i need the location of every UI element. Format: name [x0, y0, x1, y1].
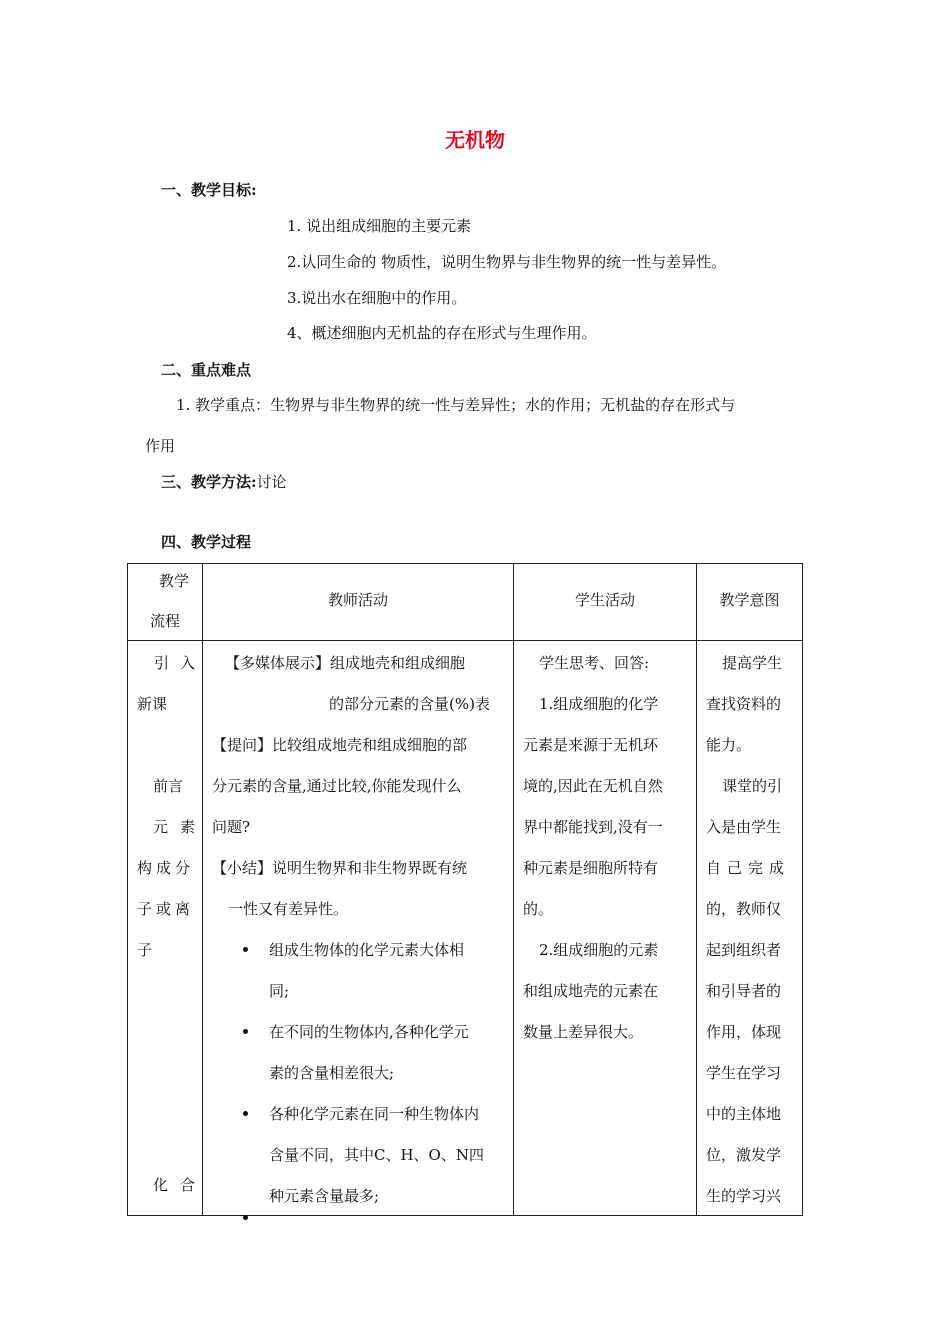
student-line-3: 元素是来源于无机环 — [523, 736, 659, 754]
flow-line-ziorli: 子或离 — [137, 900, 195, 918]
table-row — [128, 641, 803, 1216]
flow-line-gouchengfen: 构成分 — [137, 859, 195, 877]
flow-intro-line-2: 新课 — [137, 695, 168, 713]
header-student — [514, 564, 697, 641]
bullet-dot — [243, 947, 248, 952]
intent-line-6: 自己完成 — [706, 859, 791, 877]
header-flow-line-1: 教学 — [159, 572, 190, 590]
flow-elem-b: 素 — [180, 818, 196, 836]
student-line-6: 种元素是细胞所特有 — [523, 859, 659, 877]
intent-line-8: 起到组织者 — [706, 941, 782, 959]
teacher-line-3: 【提问】比较组成地壳和组成细胞的部 — [212, 736, 468, 754]
flow-intro-a: 引 — [154, 654, 170, 672]
flow-he: 合 — [180, 1176, 196, 1194]
intent-line-3: 能力。 — [706, 736, 752, 754]
student-line-2: 1.组成细胞的化学 — [539, 695, 659, 713]
flow-preface: 前言 — [153, 777, 184, 795]
student-line-9: 和组成地壳的元素在 — [523, 982, 659, 1000]
flow-cell — [128, 641, 203, 1216]
header-intent-label: 教学意图 — [719, 591, 780, 609]
intent-line-14: 生的学习兴 — [706, 1187, 782, 1205]
teacher-line-1: 【多媒体展示】组成地壳和组成细胞 — [225, 654, 466, 672]
student-cell — [514, 641, 697, 1216]
header-flow-line-2: 流程 — [150, 612, 181, 630]
intent-cell — [697, 641, 803, 1216]
process-heading: 四、教学过程 — [161, 533, 252, 551]
teacher-line-4: 分元素的含量,通过比较,你能发现什么 — [212, 777, 462, 795]
teacher-bullet-2-line-2: 素的含量相差很大; — [269, 1064, 395, 1082]
key-points-line-2: 作用 — [145, 437, 176, 455]
bullet-dot — [243, 1029, 248, 1034]
page-title: 无机物 — [445, 128, 505, 152]
header-student-label: 学生活动 — [574, 591, 635, 609]
student-line-4: 境的,因此在无机自然 — [523, 777, 663, 795]
teacher-bullet-3-line-3: 种元素含量最多; — [269, 1187, 380, 1205]
process-table — [127, 563, 803, 1216]
teacher-bullet-3-line-1: 各种化学元素在同一种生物体内 — [269, 1105, 480, 1123]
method-value: 讨论 — [256, 473, 287, 491]
key-points-line-1: 1. 教学重点：生物界与非生物界的统一性与差异性；水的作用；无机盐的存在形式与 — [176, 396, 736, 414]
flow-intro-b: 入 — [180, 654, 196, 672]
teacher-bullet-1-line-1: 组成生物体的化学元素大体相 — [269, 941, 465, 959]
goals-heading: 一、教学目标: — [161, 181, 257, 199]
table-header-row — [128, 564, 803, 641]
intent-line-1: 提高学生 — [722, 654, 783, 672]
intent-line-13: 位，激发学 — [706, 1146, 782, 1164]
teacher-bullet-3-line-2: 含量不同，其中C、H、O、N四 — [269, 1146, 484, 1164]
student-line-5: 界中都能找到,没有一 — [523, 818, 663, 836]
intent-line-5: 入是由学生 — [706, 818, 782, 836]
header-intent — [697, 564, 803, 641]
teacher-line-6: 【小结】说明生物界和非生物界既有统 — [212, 859, 468, 877]
intent-line-4: 课堂的引 — [722, 777, 783, 795]
goal-item-2: 2.认同生命的 物质性，说明生物界与非生物界的统一性与差异性。 — [287, 253, 727, 271]
flow-line-zi: 子 — [137, 941, 153, 959]
goal-item-4: 4、概述细胞内无机盐的存在形式与生理作用。 — [287, 324, 597, 342]
intent-line-11: 学生在学习 — [706, 1064, 782, 1082]
header-teacher — [203, 564, 514, 641]
student-line-10: 数量上差异很大。 — [523, 1023, 644, 1041]
student-line-7: 的。 — [523, 900, 554, 918]
flow-elem-a: 元 — [153, 818, 169, 836]
intent-line-9: 和引导者的 — [706, 982, 782, 1000]
teacher-cell — [203, 641, 514, 1216]
key-points-heading: 二、重点难点 — [161, 361, 252, 379]
teacher-line-2: 的部分元素的含量(%)表 — [329, 695, 490, 713]
goal-item-1: 1. 说出组成细胞的主要元素 — [287, 217, 472, 235]
intent-line-7: 的，教师仅 — [706, 900, 782, 918]
goal-item-3: 3.说出水在细胞中的作用。 — [287, 289, 467, 307]
teacher-bullet-1-line-2: 同; — [269, 982, 290, 1000]
teacher-line-7: 一性又有差异性。 — [228, 900, 349, 918]
header-teacher-label: 教师活动 — [327, 591, 388, 609]
intent-line-10: 作用，体现 — [706, 1023, 782, 1041]
teacher-line-5: 问题? — [212, 818, 251, 836]
intent-line-12: 中的主体地 — [706, 1105, 782, 1123]
intent-line-2: 查找资料的 — [706, 695, 782, 713]
teacher-bullet-2-line-1: 在不同的生物体内,各种化学元 — [269, 1023, 469, 1041]
header-flow — [128, 564, 203, 641]
bullet-dot — [243, 1111, 248, 1116]
flow-hua: 化 — [153, 1176, 169, 1194]
student-line-8: 2.组成细胞的元素 — [539, 941, 659, 959]
student-line-1: 学生思考、回答: — [539, 654, 650, 672]
method-heading: 三、教学方法: — [161, 473, 257, 491]
bullet-dot — [243, 1215, 248, 1220]
